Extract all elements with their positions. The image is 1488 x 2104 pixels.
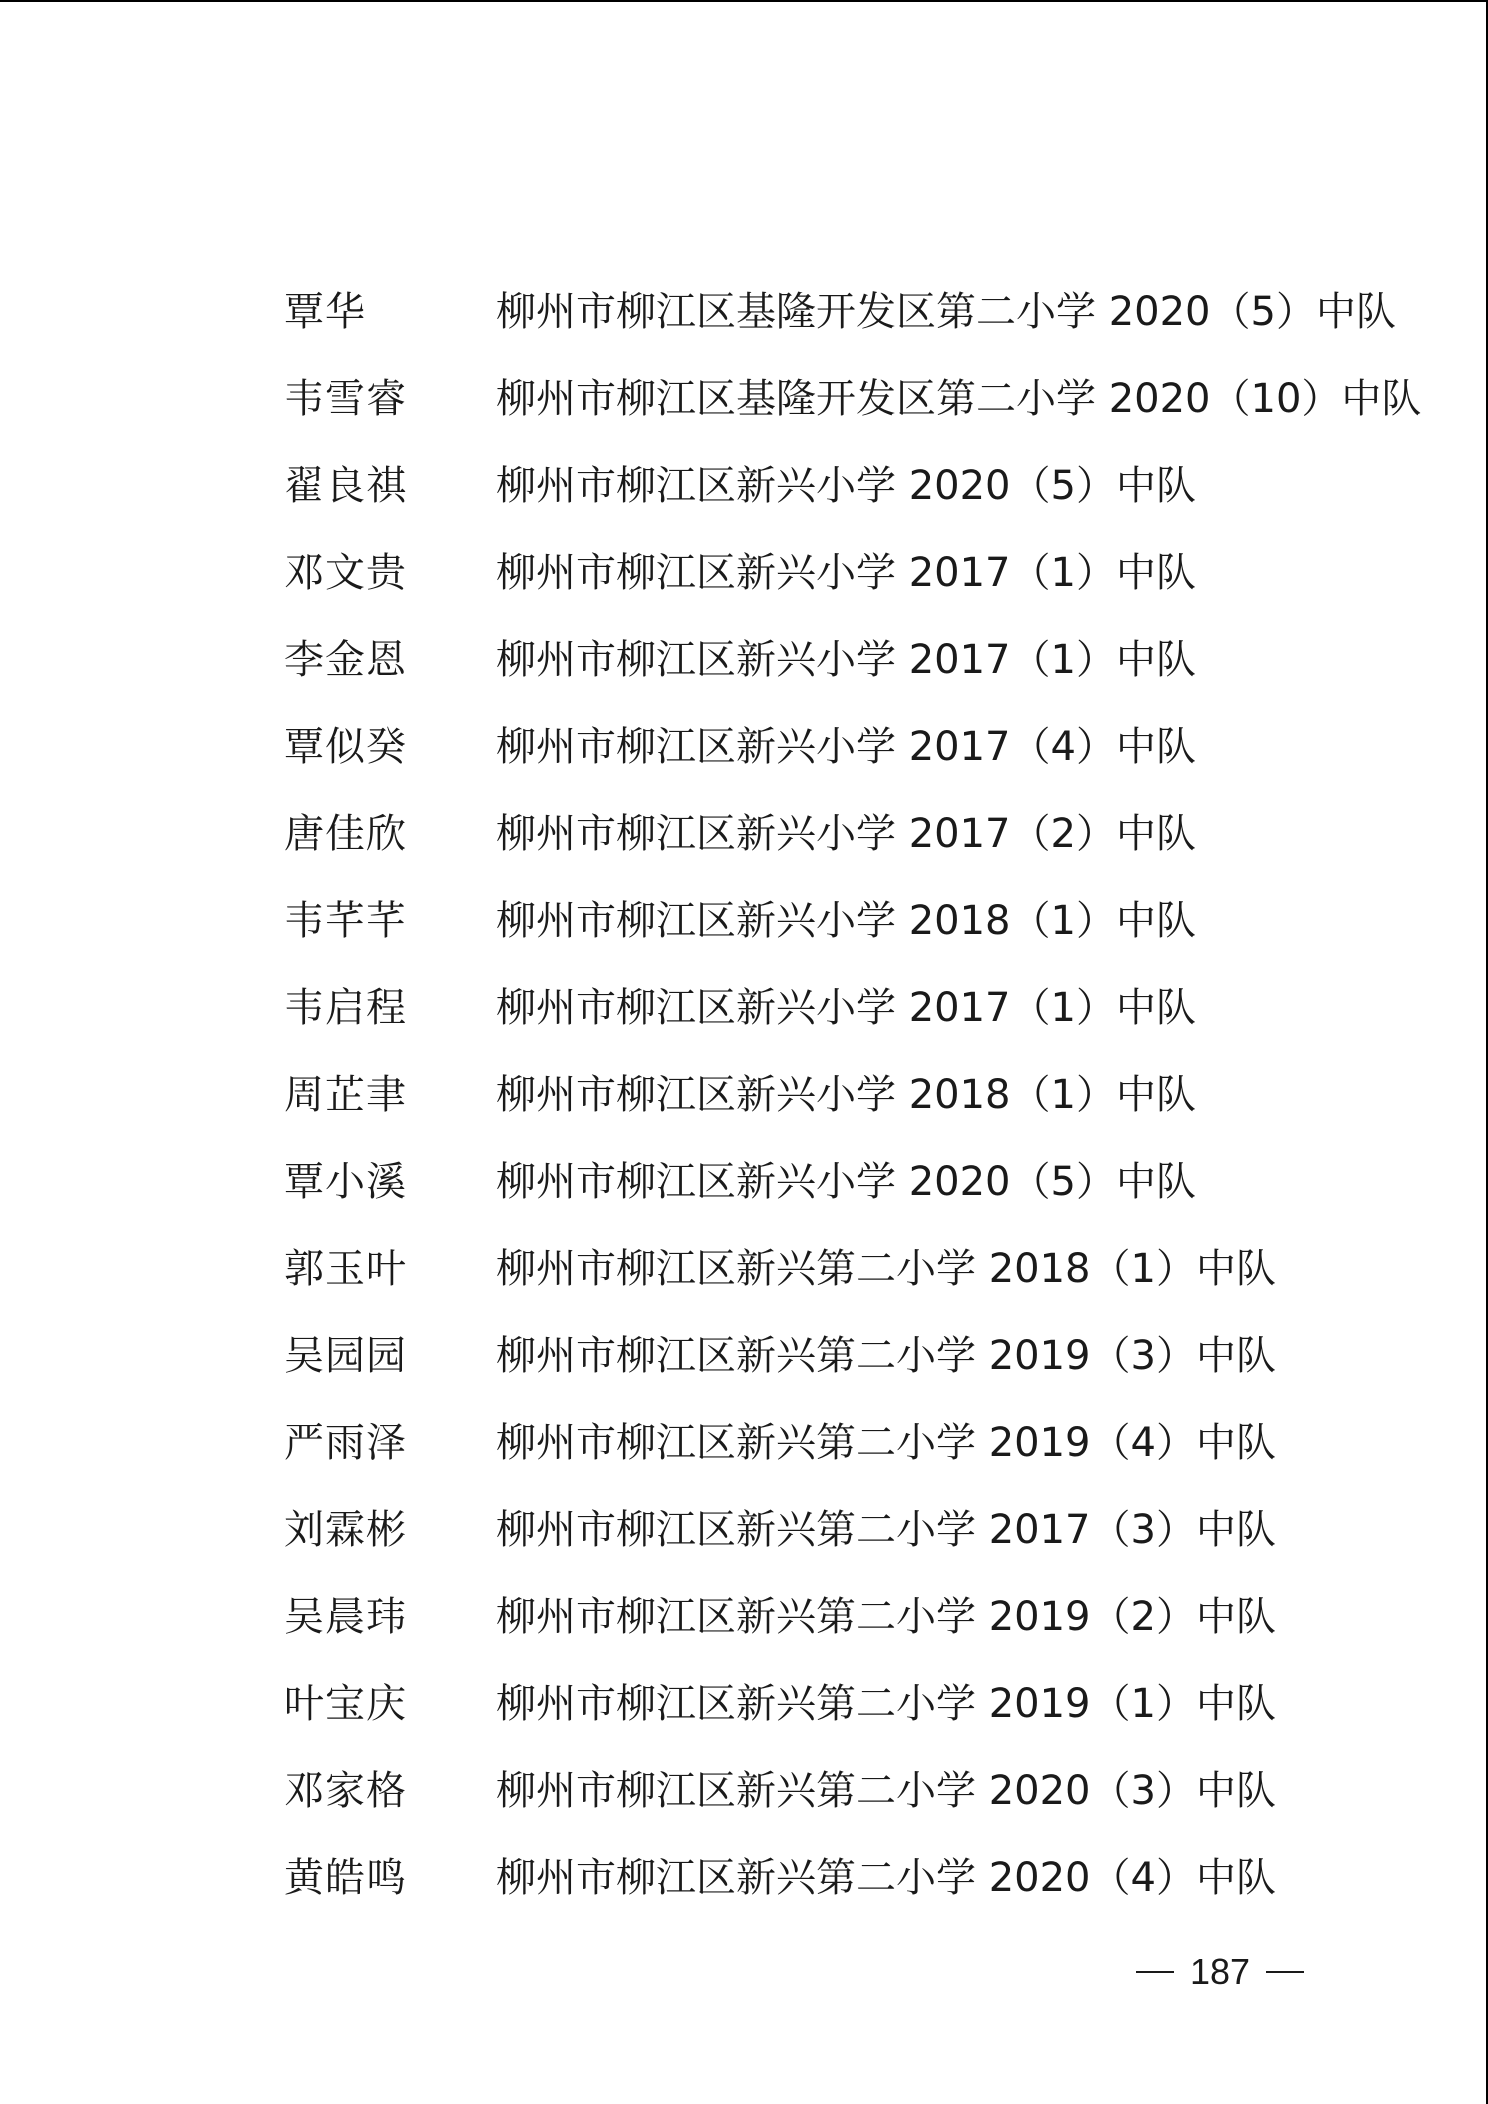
school-squad: 柳州市柳江区新兴小学 2017（1）中队 xyxy=(496,549,1196,596)
school-squad: 柳州市柳江区新兴小学 2017（1）中队 xyxy=(496,636,1196,683)
school-squad: 柳州市柳江区新兴第二小学 2019（4）中队 xyxy=(496,1419,1276,1466)
list-item xyxy=(284,1573,1344,1660)
student-name: 郭玉叶 xyxy=(284,1245,407,1292)
right-dash xyxy=(1266,1971,1304,1973)
school-squad: 柳州市柳江区新兴小学 2020（5）中队 xyxy=(496,462,1196,509)
list-item xyxy=(284,1834,1344,1921)
student-name: 吴园园 xyxy=(284,1332,407,1379)
school-squad: 柳州市柳江区新兴小学 2018（1）中队 xyxy=(496,897,1196,944)
school-squad: 柳州市柳江区新兴小学 2017（1）中队 xyxy=(496,984,1196,1031)
list-item xyxy=(284,964,1344,1051)
list-item xyxy=(284,877,1344,964)
student-name: 韦启程 xyxy=(284,984,407,1031)
student-name: 黄皓鸣 xyxy=(284,1854,407,1901)
school-squad: 柳州市柳江区新兴小学 2017（2）中队 xyxy=(496,810,1196,857)
school-squad: 柳州市柳江区新兴第二小学 2019（3）中队 xyxy=(496,1332,1276,1379)
list-item xyxy=(284,1051,1344,1138)
list-item xyxy=(284,1312,1344,1399)
list-item xyxy=(284,355,1422,442)
student-name: 叶宝庆 xyxy=(284,1680,407,1727)
honor-list xyxy=(284,268,1422,1921)
top-border-line xyxy=(0,0,1488,2)
list-item xyxy=(284,1486,1344,1573)
list-item xyxy=(284,442,1344,529)
school-squad: 柳州市柳江区新兴第二小学 2018（1）中队 xyxy=(496,1245,1276,1292)
school-squad: 柳州市柳江区新兴第二小学 2020（4）中队 xyxy=(496,1854,1276,1901)
school-squad: 柳州市柳江区新兴小学 2020（5）中队 xyxy=(496,1158,1196,1205)
school-squad: 柳州市柳江区新兴小学 2018（1）中队 xyxy=(496,1071,1196,1118)
left-dash xyxy=(1136,1971,1174,1973)
student-name: 覃似癸 xyxy=(284,723,407,770)
list-item xyxy=(284,1747,1344,1834)
student-name: 翟良祺 xyxy=(284,462,407,509)
school-squad: 柳州市柳江区基隆开发区第二小学 2020（10）中队 xyxy=(496,375,1422,422)
school-squad: 柳州市柳江区基隆开发区第二小学 2020（5）中队 xyxy=(496,288,1396,335)
page-number: 187 xyxy=(1189,1951,1251,1992)
list-item xyxy=(284,1138,1344,1225)
student-name: 刘霖彬 xyxy=(284,1506,407,1553)
list-item xyxy=(284,616,1344,703)
student-name: 严雨泽 xyxy=(284,1419,407,1466)
student-name: 邓家格 xyxy=(284,1767,407,1814)
student-name: 周芷聿 xyxy=(284,1071,407,1118)
student-name: 韦芊芊 xyxy=(284,897,407,944)
list-item xyxy=(284,703,1344,790)
school-squad: 柳州市柳江区新兴第二小学 2020（3）中队 xyxy=(496,1767,1276,1814)
list-item xyxy=(284,1225,1344,1312)
list-item xyxy=(284,268,1396,355)
list-item xyxy=(284,1660,1344,1747)
student-name: 韦雪睿 xyxy=(284,375,407,422)
school-squad: 柳州市柳江区新兴小学 2017（4）中队 xyxy=(496,723,1196,770)
student-name: 唐佳欣 xyxy=(284,810,407,857)
list-item xyxy=(284,1399,1344,1486)
student-name: 吴晨玮 xyxy=(284,1593,407,1640)
list-item xyxy=(284,790,1344,877)
student-name: 覃华 xyxy=(284,288,366,335)
student-name: 李金恩 xyxy=(284,636,407,683)
school-squad: 柳州市柳江区新兴第二小学 2017（3）中队 xyxy=(496,1506,1276,1553)
student-name: 邓文贵 xyxy=(284,549,407,596)
school-squad: 柳州市柳江区新兴第二小学 2019（2）中队 xyxy=(496,1593,1276,1640)
list-item xyxy=(284,529,1344,616)
page-footer xyxy=(1120,1950,1320,1994)
student-name: 覃小溪 xyxy=(284,1158,407,1205)
school-squad: 柳州市柳江区新兴第二小学 2019（1）中队 xyxy=(496,1680,1276,1727)
